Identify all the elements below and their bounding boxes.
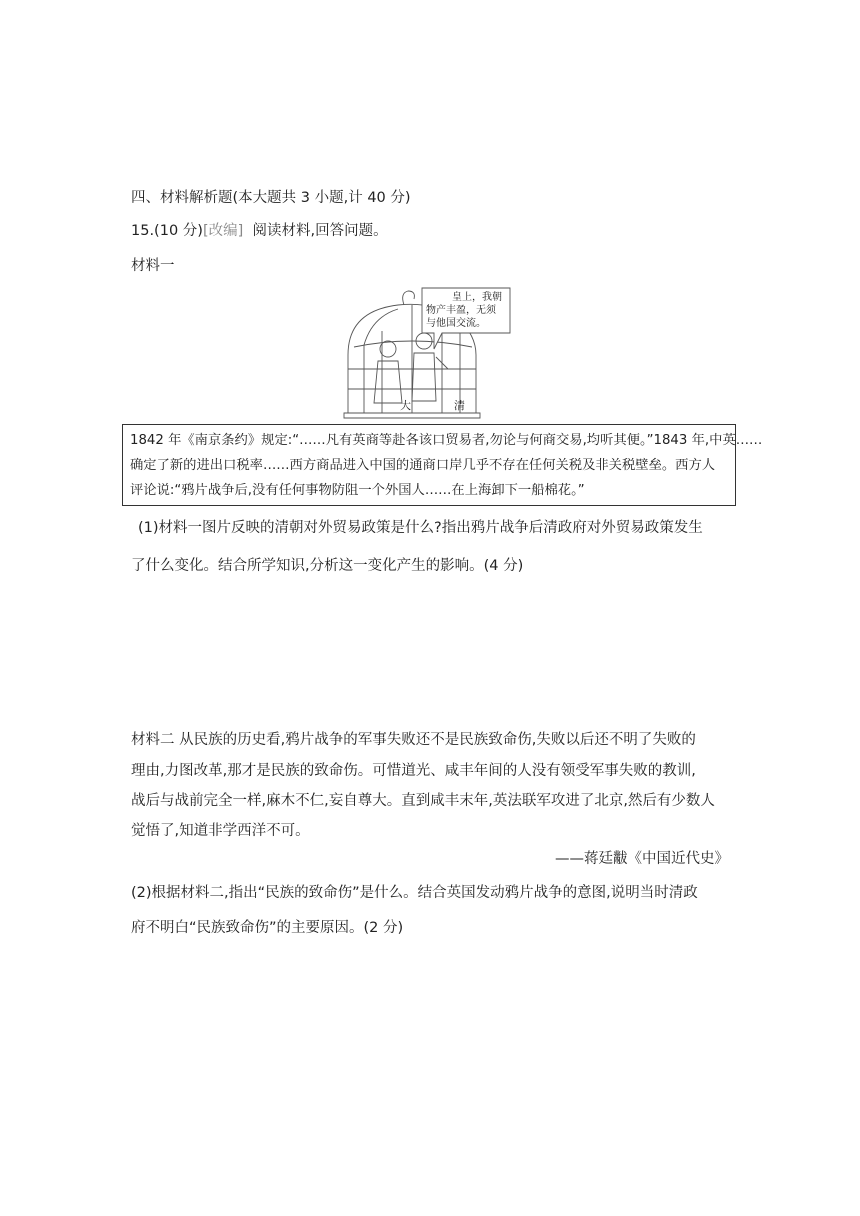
- section-title: 四、材料解析题(本大题共 3 小题,计 40 分): [131, 190, 411, 206]
- adapted-tag: [改编]: [202, 223, 244, 239]
- material2-source: ——蒋廷黻《中国近代史》: [555, 851, 729, 867]
- box-line: 评论说:“鸦片战争后,没有任何事物防阻一个外国人……在上海卸下一船棉花。”: [130, 483, 585, 498]
- material1-label: 材料一: [131, 258, 175, 274]
- question-instruction: 阅读材料,回答问题。: [252, 223, 388, 239]
- material2-line: 材料二 从民族的历史看,鸦片战争的军事失败还不是民族致命伤,失败以后还不明了失败的: [131, 732, 696, 748]
- cage-label-2: 清: [454, 400, 465, 412]
- box-line: 确定了新的进出口税率……西方商品进入中国的通商口岸几乎不存在任何关税及非关税壁垒。西方人: [130, 458, 716, 473]
- question1-line: (1)材料一图片反映的清朝对外贸易政策是什么?指出鸦片战争后清政府对外贸易政策发生: [138, 520, 703, 536]
- material1-quote-box: [122, 424, 763, 506]
- material2-line: 觉悟了,知道非学西洋不可。: [131, 823, 310, 839]
- material2-line: 理由,力图改革,那才是民族的致命伤。可惜道光、咸丰年间的人没有领受军事失败的教训,: [131, 763, 696, 779]
- box-line: 1842 年《南京条约》规定:“……凡有英商等赴各该口贸易者,勿论与何商交易,均听其便。”1843 年,中英……: [130, 433, 763, 448]
- question-number: 15.(10 分): [131, 223, 203, 239]
- material2-line: 战后与战前完全一样,麻木不仁,妄自尊大。直到咸丰末年,英法联军攻进了北京,然后有少数人: [131, 793, 715, 809]
- birdcage-cartoon: [342, 285, 516, 421]
- speech-line-3: 与他国交流。: [426, 318, 486, 329]
- speech-line-1: 皇上，我朝: [452, 292, 502, 303]
- speech-line-2: 物产丰盈，无须: [426, 305, 496, 316]
- question2-line: (2)根据材料二,指出“民族的致命伤”是什么。结合英国发动鸦片战争的意图,说明当时清政: [131, 885, 698, 901]
- cage-label-1: 大: [400, 400, 411, 412]
- question2-line: 府不明白“民族致命伤”的主要原因。(2 分): [131, 920, 404, 936]
- question-15-header: [131, 221, 388, 241]
- question1-line: 了什么变化。结合所学知识,分析这一变化产生的影响。(4 分): [131, 558, 524, 574]
